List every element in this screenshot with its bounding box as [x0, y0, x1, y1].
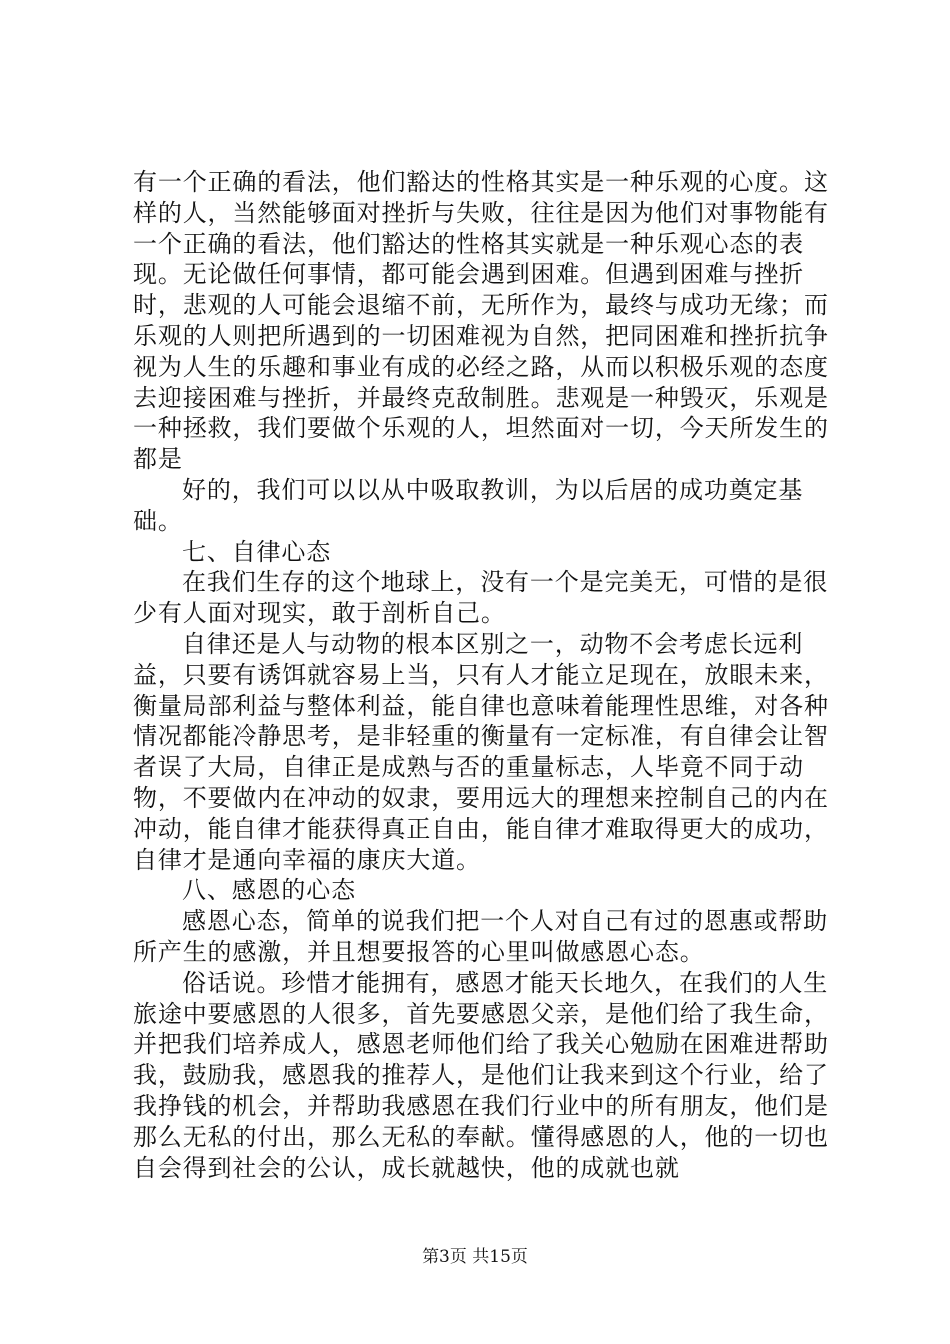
paragraph-optimism-end: 好的，我们可以以从中吸取教训，为以后居的成功奠定基础。: [133, 475, 804, 535]
heading-gratitude: 八、感恩的心态: [182, 876, 356, 905]
page-number-footer: 第3页 共15页: [422, 1247, 528, 1267]
paragraph-gratitude-body: 俗话说。珍惜才能拥有，感恩才能天长地久，在我们的人生旅途中要感恩的人很多，首先要感恩父亲，是他们给了我生命，并把我们培养成人，感恩老师他们给了我关心勉励在困难进帮助我，鼓励我，感恩我的推荐人，是他们让我来到这个行业，给了我挣钱的机会，并帮助我感恩在我们行业中的所有朋友，他们是那么无私的付出，那么无私的奉献。懂得感恩的人，他的一切也自会得到社会的公认，成长就越快，他的成就也就: [133, 968, 829, 1182]
paragraph-gratitude-definition: 感恩心态，简单的说我们把一个人对自己有过的恩惠或帮助所产生的感激，并且想要报答的心里叫做感恩心态。: [133, 907, 829, 966]
paragraph-self-discipline-intro: 在我们生存的这个地球上，没有一个是完美无，可惜的是很少有人面对现实，敢于剖析自己。: [133, 568, 829, 628]
document-body: [133, 167, 833, 1183]
heading-self-discipline: 七、自律心态: [182, 537, 332, 566]
paragraph-optimism-continued: 有一个正确的看法，他们豁达的性格其实是一种乐观的心度。这样的人，当然能够面对挫折与失败，往往是因为他们对事物能有一个正确的看法，他们豁达的性格其实就是一种乐观心态的表现。无论做任何事情，都可能会遇到困难。但遇到困难与挫折时，悲观的人可能会退缩不前，无所作为，最终与成功无缘；而乐观的人则把所遇到的一切困难视为自然，把同困难和挫折抗争视为人生的乐趣和事业有成的必经之路，从而以积极乐观的态度去迎接困难与挫折，并最终克敌制胜。悲观是一种毁灭，乐观是一种拯救，我们要做个乐观的人，坦然面对一切，今天所发生的都是: [133, 168, 829, 474]
paragraph-self-discipline-body: 自律还是人与动物的根本区别之一，动物不会考虑长远利益，只要有诱饵就容易上当，只有人才能立足现在，放眼未来，衡量局部利益与整体利益，能自律也意味着能理性思维，对各种情况都能冷静思考，是非轻重的衡量有一定标准，有自律会让智者误了大局，自律正是成熟与否的重量标志，人毕竟不同于动物，不要做内在冲动的奴隶，要用远大的理想来控制自己的内在冲动，能自律才能获得真正自由，能自律才难取得更大的成功，自律才是通向幸福的康庆大道。: [133, 629, 829, 874]
